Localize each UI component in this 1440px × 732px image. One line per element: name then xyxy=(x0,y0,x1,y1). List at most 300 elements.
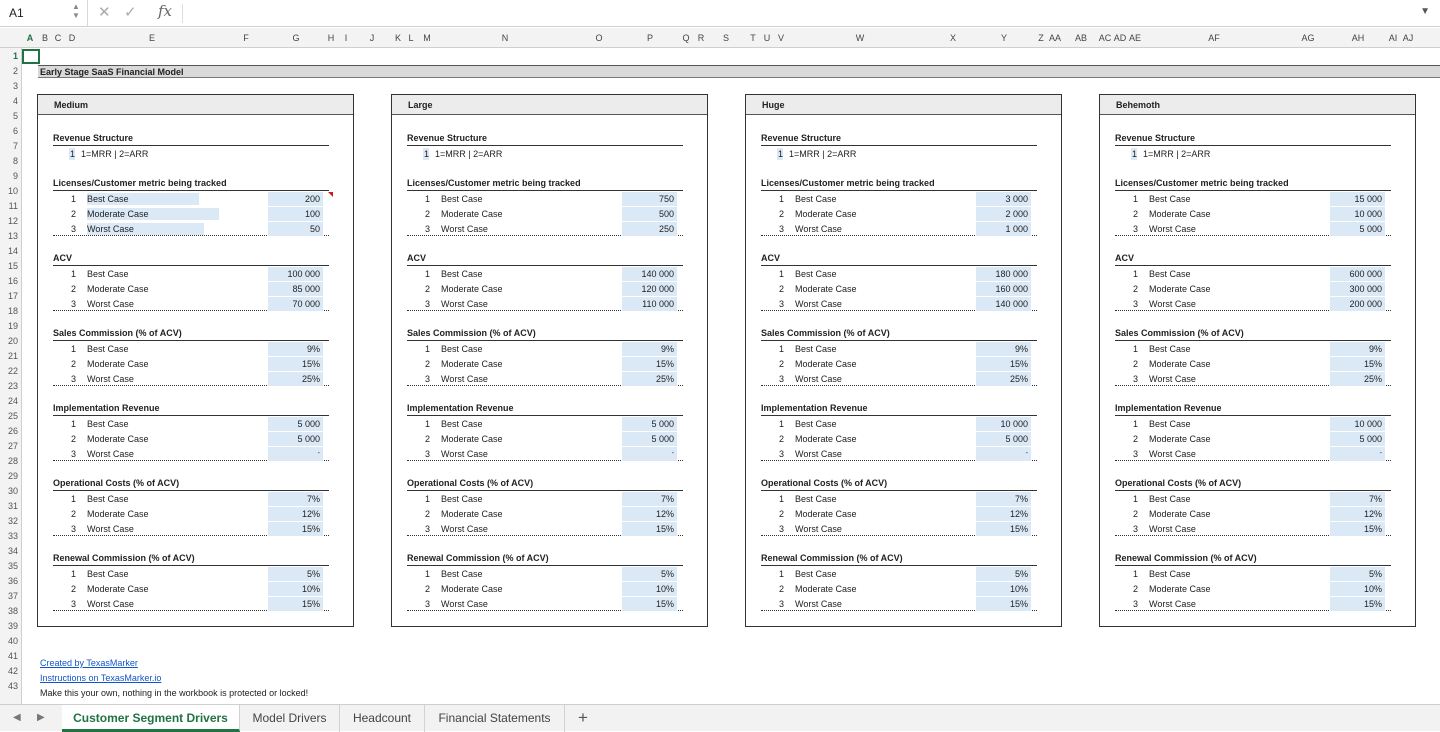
scenario-value-cell[interactable]: 160 000 xyxy=(976,282,1031,296)
section-title: Licenses/Customer metric being tracked xyxy=(407,178,581,188)
scenario-label: Moderate Case xyxy=(795,284,857,294)
row-header[interactable]: 20 xyxy=(7,336,18,346)
name-box[interactable] xyxy=(0,0,88,26)
section-title: Sales Commission (% of ACV) xyxy=(1115,328,1244,338)
scenario-number: 1 xyxy=(71,494,77,504)
section-underline xyxy=(53,415,329,416)
scenario-value-cell[interactable]: 140 000 xyxy=(976,297,1031,311)
revenue-structure-title: Revenue Structure xyxy=(53,133,134,143)
next-sheet-icon[interactable]: ▶ xyxy=(37,712,45,723)
row-header[interactable]: 24 xyxy=(7,396,18,406)
row-header[interactable]: 31 xyxy=(7,501,18,511)
scenario-number: 3 xyxy=(1133,374,1139,384)
scenario-label: Best Case xyxy=(1149,194,1191,204)
section-title: Sales Commission (% of ACV) xyxy=(53,328,182,338)
scenario-value-cell[interactable]: 15% xyxy=(268,357,323,371)
row-header[interactable]: 41 xyxy=(7,651,18,661)
row-header[interactable]: 15 xyxy=(7,261,18,271)
scenario-row xyxy=(407,372,683,386)
comment-indicator-icon[interactable] xyxy=(328,192,333,197)
scenario-row xyxy=(53,432,329,446)
scenario-value-cell[interactable]: 750 xyxy=(622,192,677,206)
column-header[interactable]: E xyxy=(148,33,156,43)
scenario-value-cell[interactable]: 140 000 xyxy=(622,267,677,281)
scenario-value-cell[interactable]: 15 000 xyxy=(1330,192,1385,206)
cancel-icon[interactable]: ✕ xyxy=(98,4,111,21)
row-header[interactable]: 6 xyxy=(12,126,18,136)
scenario-value-cell[interactable]: 9% xyxy=(1330,342,1385,356)
row-header[interactable]: 37 xyxy=(7,591,18,601)
revenue-structure-value: 1 xyxy=(424,149,430,159)
scenario-value-cell[interactable]: 7% xyxy=(1330,492,1385,506)
row-header[interactable]: 11 xyxy=(8,201,18,211)
instructions-link[interactable]: Instructions on TexasMarker.io xyxy=(40,673,162,683)
scenario-label: Best Case xyxy=(1149,419,1191,429)
row-header[interactable]: 13 xyxy=(7,231,18,241)
section-underline xyxy=(761,565,1037,566)
column-header[interactable]: C xyxy=(54,33,62,43)
section-underline xyxy=(761,415,1037,416)
scenario-value-cell[interactable]: 600 000 xyxy=(1330,267,1385,281)
name-box-stepper-icon[interactable]: ▲ ▼ xyxy=(72,2,80,20)
scenario-label: Moderate Case xyxy=(1149,209,1211,219)
scenario-value-cell[interactable]: 10% xyxy=(622,582,677,596)
column-header[interactable]: X xyxy=(949,33,957,43)
scenario-value-cell[interactable]: 7% xyxy=(622,492,677,506)
scenario-label: Worst Case xyxy=(1149,224,1196,234)
scenario-label: Best Case xyxy=(795,569,837,579)
scenario-row xyxy=(1115,417,1391,431)
panel-title: Large xyxy=(408,100,433,110)
scenario-number: 3 xyxy=(1133,449,1139,459)
scenario-value-cell[interactable]: 110 000 xyxy=(622,297,677,311)
scenario-value-cell[interactable]: 200 xyxy=(268,192,323,206)
row-header[interactable]: 1 xyxy=(12,51,18,61)
scenario-value-cell[interactable]: 10 000 xyxy=(976,417,1031,431)
scenario-number: 2 xyxy=(71,434,77,444)
scenario-label: Worst Case xyxy=(1149,449,1196,459)
scenario-value-cell[interactable]: 5% xyxy=(268,567,323,581)
row-header[interactable]: 14 xyxy=(7,246,18,256)
scenario-value-cell[interactable]: 70 000 xyxy=(268,297,323,311)
scenario-value-cell[interactable]: 5 000 xyxy=(622,432,677,446)
column-header[interactable]: I xyxy=(344,33,348,43)
row-header[interactable]: 30 xyxy=(7,486,18,496)
scenario-number: 2 xyxy=(425,284,431,294)
row-header[interactable]: 26 xyxy=(7,426,18,436)
row-header[interactable]: 5 xyxy=(12,111,18,121)
worksheet-grid[interactable] xyxy=(22,48,1440,704)
scenario-value-cell[interactable]: 10% xyxy=(976,582,1031,596)
section-underline xyxy=(407,340,683,341)
scenario-label: Moderate Case xyxy=(441,359,503,369)
scenario-label: Best Case xyxy=(87,344,129,354)
column-header[interactable]: T xyxy=(750,33,756,43)
row-header[interactable]: 29 xyxy=(7,471,18,481)
section-underline xyxy=(407,265,683,266)
scenario-row xyxy=(761,522,1037,536)
scenario-label: Worst Case xyxy=(87,599,134,609)
scenario-row xyxy=(761,342,1037,356)
section-underline xyxy=(1115,415,1391,416)
revenue-structure-value: 1 xyxy=(1132,149,1138,159)
column-header[interactable]: AD xyxy=(1113,33,1127,43)
scenario-value-cell[interactable]: 10 000 xyxy=(1330,417,1385,431)
sheet-tab[interactable]: Headcount xyxy=(340,705,425,732)
section-underline xyxy=(1115,340,1391,341)
column-header[interactable]: AH xyxy=(1351,33,1365,43)
scenario-number: 3 xyxy=(1133,599,1139,609)
row-header[interactable]: 27 xyxy=(7,441,18,451)
scenario-label: Best Case xyxy=(1149,344,1191,354)
scenario-row xyxy=(53,417,329,431)
scenario-label: Moderate Case xyxy=(87,359,149,369)
revenue-structure-row xyxy=(53,147,329,161)
row-header[interactable]: 34 xyxy=(7,546,18,556)
scenario-value-cell[interactable]: 300 000 xyxy=(1330,282,1385,296)
scenario-number: 1 xyxy=(779,344,785,354)
column-header[interactable]: AF xyxy=(1208,33,1220,43)
scenario-row xyxy=(761,582,1037,596)
scenario-value-cell[interactable]: 5 000 xyxy=(1330,432,1385,446)
scenario-number: 3 xyxy=(425,374,431,384)
section-underline xyxy=(407,565,683,566)
scenario-number: 1 xyxy=(71,569,77,579)
scenario-number: 3 xyxy=(779,524,785,534)
section-underline xyxy=(761,145,1037,146)
scenario-value-cell[interactable]: 25% xyxy=(1330,372,1385,386)
scenario-value-cell[interactable]: 180 000 xyxy=(976,267,1031,281)
column-header[interactable]: S xyxy=(722,33,730,43)
scenario-value-cell[interactable]: 100 xyxy=(268,207,323,221)
scenario-label: Best Case xyxy=(795,344,837,354)
section-underline xyxy=(761,190,1037,191)
scenario-value-cell[interactable]: 12% xyxy=(268,507,323,521)
scenario-number: 3 xyxy=(425,449,431,459)
scenario-label: Best Case xyxy=(87,419,129,429)
row-header[interactable]: 3 xyxy=(12,81,18,91)
column-header[interactable]: N xyxy=(501,33,509,43)
prev-sheet-icon[interactable]: ◀ xyxy=(13,712,21,723)
scenario-value-cell[interactable]: 200 000 xyxy=(1330,297,1385,311)
column-header[interactable]: L xyxy=(408,33,414,43)
scenario-label: Moderate Case xyxy=(441,434,503,444)
scenario-value-cell[interactable]: 12% xyxy=(976,507,1031,521)
column-header[interactable]: A xyxy=(26,33,34,43)
column-header[interactable]: AG xyxy=(1301,33,1315,43)
row-header[interactable]: 12 xyxy=(7,216,18,226)
scenario-value-cell[interactable]: 9% xyxy=(268,342,323,356)
row-header[interactable]: 25 xyxy=(7,411,18,421)
column-header[interactable]: B xyxy=(41,33,49,43)
scenario-value-cell[interactable]: 5 000 xyxy=(976,432,1031,446)
scenario-value-cell[interactable]: 5 000 xyxy=(622,417,677,431)
revenue-structure-row xyxy=(1115,147,1391,161)
column-header[interactable]: AE xyxy=(1128,33,1142,43)
row-header[interactable]: 23 xyxy=(7,381,18,391)
scenario-value-cell[interactable]: 10% xyxy=(268,582,323,596)
column-header[interactable]: R xyxy=(697,33,705,43)
scenario-value-cell[interactable]: 2 000 xyxy=(976,207,1031,221)
column-header[interactable]: F xyxy=(243,33,249,43)
scenario-row xyxy=(1115,207,1391,221)
section-title: Operational Costs (% of ACV) xyxy=(53,478,180,488)
sheet-tab[interactable]: Financial Statements xyxy=(425,705,565,732)
revenue-structure-row xyxy=(407,147,683,161)
column-header[interactable]: AJ xyxy=(1402,33,1414,43)
scenario-value-cell[interactable]: 15% xyxy=(976,357,1031,371)
scenario-value-cell[interactable]: 250 xyxy=(622,222,677,236)
row-header[interactable]: 10 xyxy=(7,186,18,196)
confirm-icon[interactable]: ✓ xyxy=(124,4,137,21)
section-title: Operational Costs (% of ACV) xyxy=(1115,478,1242,488)
row-header[interactable]: 36 xyxy=(7,576,18,586)
scenario-value-cell[interactable]: 10 000 xyxy=(1330,207,1385,221)
row-header[interactable]: 7 xyxy=(12,141,18,151)
add-sheet-icon[interactable]: + xyxy=(578,708,588,727)
scenario-number: 3 xyxy=(71,449,77,459)
scenario-value-cell[interactable]: 7% xyxy=(976,492,1031,506)
row-header[interactable]: 32 xyxy=(7,516,18,526)
scenario-value-cell[interactable]: 100 000 xyxy=(268,267,323,281)
scenario-row xyxy=(53,582,329,596)
scenario-row xyxy=(761,567,1037,581)
scenario-value-cell[interactable]: 120 000 xyxy=(622,282,677,296)
section-title: ACV xyxy=(53,253,73,263)
row-header[interactable]: 19 xyxy=(7,321,18,331)
scenario-value-cell[interactable]: 5 000 xyxy=(1330,222,1385,236)
scenario-number: 1 xyxy=(1133,344,1139,354)
scenario-value-cell[interactable]: - xyxy=(622,447,677,461)
row-header[interactable]: 16 xyxy=(7,276,18,286)
row-header[interactable]: 21 xyxy=(7,351,18,361)
scenario-row xyxy=(761,417,1037,431)
scenario-value-cell[interactable]: - xyxy=(268,447,323,461)
scenario-value-cell[interactable]: 50 xyxy=(268,222,323,236)
scenario-number: 1 xyxy=(1133,419,1139,429)
scenario-number: 1 xyxy=(71,419,77,429)
scenario-value-cell[interactable]: 9% xyxy=(622,342,677,356)
scenario-label: Worst Case xyxy=(1149,299,1196,309)
scenario-number: 3 xyxy=(71,374,77,384)
row-header[interactable]: 35 xyxy=(7,561,18,571)
scenario-number: 2 xyxy=(1133,284,1139,294)
scenario-number: 1 xyxy=(779,194,785,204)
column-header[interactable]: J xyxy=(369,33,375,43)
scenario-number: 3 xyxy=(779,374,785,384)
scenario-label: Moderate Case xyxy=(87,208,219,220)
scenario-label: Worst Case xyxy=(441,449,488,459)
scenario-row xyxy=(761,372,1037,386)
row-header[interactable]: 33 xyxy=(7,531,18,541)
selected-cell-a1[interactable] xyxy=(22,49,40,64)
column-header[interactable]: AC xyxy=(1098,33,1112,43)
scenario-row xyxy=(1115,507,1391,521)
scenario-value-cell[interactable]: 15% xyxy=(1330,522,1385,536)
segment-panel-huge xyxy=(745,94,1062,627)
column-header[interactable]: Z xyxy=(1038,33,1044,43)
column-header[interactable]: AI xyxy=(1388,33,1398,43)
footer-note: Make this your own, nothing in the workbook is protected or locked! xyxy=(40,688,309,698)
column-header[interactable]: D xyxy=(68,33,76,43)
revenue-structure-value: 1 xyxy=(70,149,76,159)
column-header[interactable]: Q xyxy=(682,33,690,43)
scenario-row xyxy=(53,297,329,311)
scenario-value-cell[interactable]: 5% xyxy=(976,567,1031,581)
scenario-value-cell[interactable]: 5% xyxy=(1330,567,1385,581)
scenario-label: Worst Case xyxy=(1149,524,1196,534)
scenario-value-cell[interactable]: 15% xyxy=(622,522,677,536)
column-header[interactable]: AA xyxy=(1048,33,1062,43)
scenario-value-cell[interactable]: 25% xyxy=(268,372,323,386)
scenario-row xyxy=(1115,267,1391,281)
scenario-label: Moderate Case xyxy=(1149,434,1211,444)
scenario-value-cell[interactable]: - xyxy=(976,447,1031,461)
scenario-row xyxy=(761,432,1037,446)
revenue-structure-value: 1 xyxy=(778,149,784,159)
panel-title: Huge xyxy=(762,100,785,110)
scenario-value-cell[interactable]: 15% xyxy=(976,522,1031,536)
row-header[interactable]: 2 xyxy=(12,66,18,76)
scenario-label: Worst Case xyxy=(87,374,134,384)
scenario-label: Worst Case xyxy=(795,524,842,534)
row-header[interactable]: 17 xyxy=(7,291,18,301)
scenario-value-cell[interactable]: 500 xyxy=(622,207,677,221)
scenario-row xyxy=(53,267,329,281)
scenario-number: 2 xyxy=(71,284,77,294)
row-header[interactable]: 18 xyxy=(7,306,18,316)
scenario-label: Best Case xyxy=(87,569,129,579)
column-header[interactable]: W xyxy=(855,33,865,43)
scenario-value-cell[interactable]: 15% xyxy=(622,357,677,371)
scenario-value-cell[interactable]: 15% xyxy=(1330,597,1385,611)
revenue-structure-options: 1=MRR | 2=ARR xyxy=(435,149,503,159)
scenario-value-cell[interactable]: 12% xyxy=(622,507,677,521)
scenario-row xyxy=(407,222,683,236)
column-header[interactable]: K xyxy=(394,33,402,43)
scenario-number: 1 xyxy=(425,569,431,579)
scenario-number: 1 xyxy=(1133,569,1139,579)
created-by-link[interactable]: Created by TexasMarker xyxy=(40,658,138,668)
scenario-row xyxy=(407,507,683,521)
scenario-label: Best Case xyxy=(87,269,129,279)
column-headers xyxy=(0,28,1440,48)
section-underline xyxy=(53,565,329,566)
row-header[interactable]: 40 xyxy=(7,636,18,646)
scenario-value-cell[interactable]: 10% xyxy=(1330,582,1385,596)
scenario-label: Moderate Case xyxy=(87,284,149,294)
name-box-value: A1 xyxy=(9,6,24,20)
scenario-value-cell[interactable]: - xyxy=(1330,447,1385,461)
scenario-number: 1 xyxy=(1133,269,1139,279)
sheet-tab[interactable]: Customer Segment Drivers xyxy=(62,705,240,732)
scenario-number: 3 xyxy=(71,524,77,534)
scenario-row xyxy=(53,282,329,296)
row-header[interactable]: 9 xyxy=(12,171,18,181)
scenario-value-cell[interactable]: 15% xyxy=(976,597,1031,611)
scenario-number: 2 xyxy=(71,359,77,369)
column-header[interactable]: O xyxy=(595,33,603,43)
row-header[interactable]: 28 xyxy=(7,456,18,466)
column-header[interactable]: U xyxy=(763,33,771,43)
row-header[interactable]: 39 xyxy=(7,621,18,631)
scenario-value-cell[interactable]: 1 000 xyxy=(976,222,1031,236)
scenario-label: Worst Case xyxy=(795,299,842,309)
row-header[interactable]: 4 xyxy=(12,96,18,106)
column-header[interactable]: Y xyxy=(1000,33,1008,43)
scenario-row xyxy=(761,267,1037,281)
scenario-number: 1 xyxy=(425,269,431,279)
scenario-row xyxy=(407,297,683,311)
scenario-number: 3 xyxy=(425,299,431,309)
scenario-value-cell[interactable]: 15% xyxy=(268,522,323,536)
scenario-row xyxy=(53,567,329,581)
scenario-label: Moderate Case xyxy=(1149,359,1211,369)
scenario-number: 2 xyxy=(1133,434,1139,444)
row-header[interactable]: 22 xyxy=(7,366,18,376)
scenario-row xyxy=(761,222,1037,236)
row-header[interactable]: 43 xyxy=(7,681,18,691)
scenario-number: 2 xyxy=(425,359,431,369)
section-underline xyxy=(761,265,1037,266)
column-header[interactable]: M xyxy=(423,33,431,43)
scenario-value-cell[interactable]: 5 000 xyxy=(268,417,323,431)
scenario-value-cell[interactable]: 85 000 xyxy=(268,282,323,296)
row-header[interactable]: 38 xyxy=(7,606,18,616)
scenario-number: 2 xyxy=(71,584,77,594)
scenario-value-cell[interactable]: 15% xyxy=(622,597,677,611)
scenario-value-cell[interactable]: 7% xyxy=(268,492,323,506)
scenario-number: 3 xyxy=(779,599,785,609)
column-header[interactable]: V xyxy=(777,33,785,43)
scenario-label: Moderate Case xyxy=(795,209,857,219)
scenario-value-cell[interactable]: 5 000 xyxy=(268,432,323,446)
scenario-value-cell[interactable]: 15% xyxy=(268,597,323,611)
scenario-number: 2 xyxy=(779,209,785,219)
scenario-row xyxy=(407,492,683,506)
row-header[interactable]: 42 xyxy=(7,666,18,676)
section-title: Renewal Commission (% of ACV) xyxy=(761,553,903,563)
scenario-number: 1 xyxy=(425,194,431,204)
section-title: Renewal Commission (% of ACV) xyxy=(407,553,549,563)
scenario-row xyxy=(407,597,683,611)
scenario-value-cell[interactable]: 5% xyxy=(622,567,677,581)
scenario-value-cell[interactable]: 9% xyxy=(976,342,1031,356)
fx-icon[interactable]: fx xyxy=(158,2,173,20)
row-header[interactable]: 8 xyxy=(12,156,18,166)
scenario-row xyxy=(53,357,329,371)
scenario-value-cell[interactable]: 3 000 xyxy=(976,192,1031,206)
scenario-value-cell[interactable]: 25% xyxy=(622,372,677,386)
column-header[interactable]: P xyxy=(646,33,654,43)
section-title: Operational Costs (% of ACV) xyxy=(761,478,888,488)
scenario-row xyxy=(1115,372,1391,386)
section-title: Implementation Revenue xyxy=(761,403,868,413)
column-header[interactable]: G xyxy=(292,33,300,43)
column-header[interactable]: AB xyxy=(1074,33,1088,43)
scenario-row xyxy=(761,447,1037,461)
scenario-value-cell[interactable]: 12% xyxy=(1330,507,1385,521)
expand-formula-bar-icon[interactable]: ▼ xyxy=(1420,6,1430,17)
sheet-tab[interactable]: Model Drivers xyxy=(240,705,340,732)
scenario-value-cell[interactable]: 15% xyxy=(1330,357,1385,371)
sheet-tab-bar xyxy=(0,704,1440,731)
scenario-value-cell[interactable]: 25% xyxy=(976,372,1031,386)
scenario-label: Best Case xyxy=(441,494,483,504)
scenario-label: Best Case xyxy=(441,569,483,579)
scenario-number: 3 xyxy=(71,599,77,609)
column-header[interactable]: H xyxy=(327,33,335,43)
